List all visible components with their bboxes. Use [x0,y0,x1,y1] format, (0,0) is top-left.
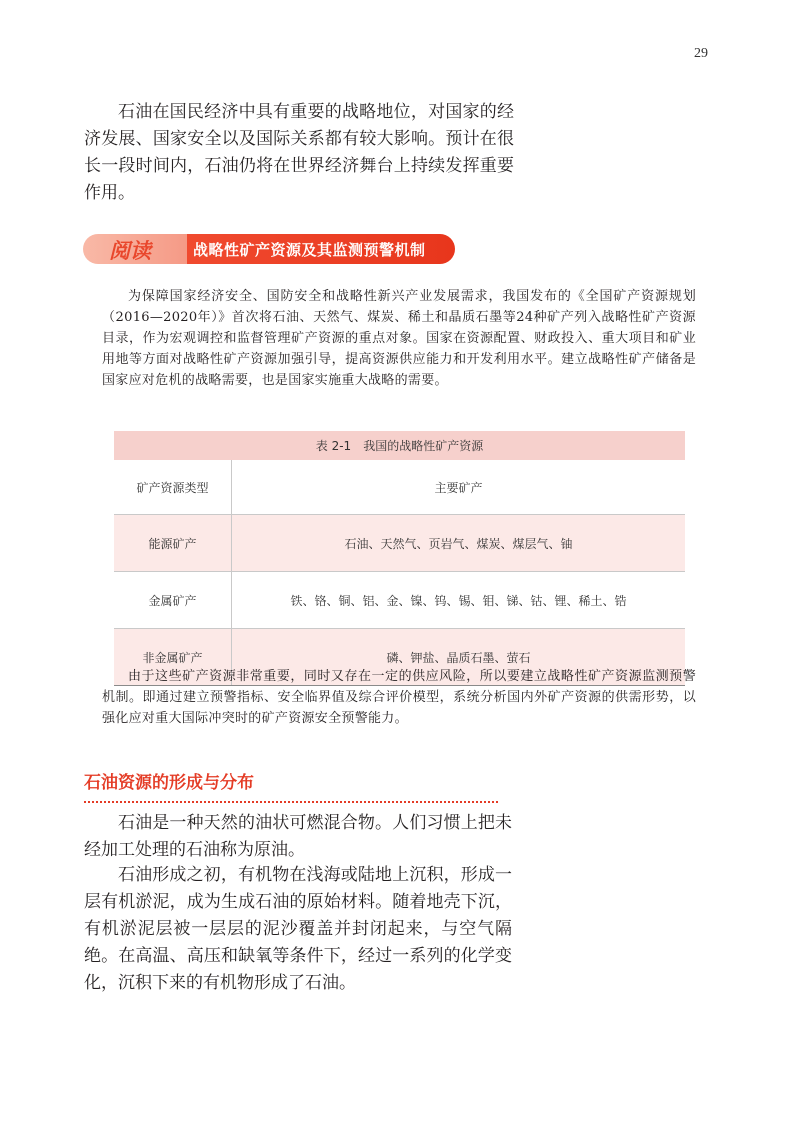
table-cell-type: 能源矿产 [114,515,232,571]
reading-paragraph: 为保障国家经济安全、国防安全和战略性新兴产业发展需求，我国发布的《全国矿产资源规划（2016—2020年）》首次将石油、天然气、煤炭、稀土和晶质石墨等24种矿产列入战略性矿产资源目录，作为宏观调控和监督管理矿产资源的重点对象。国家在资源配置、财政投入、重大项目和矿业用地等方面对战略性矿产资源加强引导，提高资源供应能力和开发利用水平。建立战略性矿产储备是国家应对危机的战略需要，也是国家实施重大战略的需要。 [102,289,696,388]
table-header-cell: 矿产资源类型 [114,460,232,514]
table-row [114,515,685,572]
section-title: 石油资源的形成与分布 [84,773,254,793]
table-cell-type: 金属矿产 [114,572,232,628]
table-row [114,572,685,629]
reading-title: 战略性矿产资源及其监测预警机制 [193,241,426,259]
reading-paragraph: 由于这些矿产资源非常重要，同时又存在一定的供应风险，所以要建立战略性矿产资源监测预警机制。即通过建立预警指标、安全临界值及综合评价模型，系统分析国内外矿产资源的供需形势，以强化应对重大国际冲突时的矿产资源安全预警能力。 [102,669,696,726]
table-cell-minerals: 石油、天然气、页岩气、煤炭、煤层气、铀 [344,536,573,551]
table-cell-minerals: 磷、钾盐、晶质石墨、萤石 [386,650,531,665]
table-cell-type: 非金属矿产 [114,629,232,685]
section-divider [84,801,498,803]
table-header-cell: 主要矿产 [434,480,483,495]
reading-label: 阅读 [109,239,151,263]
page-number: 29 [694,46,708,61]
reading-banner [83,234,455,264]
intro-paragraph: 石油在国民经济中具有重要的战略地位，对国家的经济发展、国家安全以及国际关系都有较大影响。预计在很长一段时间内，石油仍将在世界经济舞台上持续发挥重要作用。 [84,102,514,203]
table-header-row [114,460,685,515]
table-cell-minerals: 铁、铬、铜、铝、金、镍、钨、锡、钼、锑、钴、锂、稀土、锆 [290,593,627,608]
body-paragraph: 石油形成之初，有机物在浅海或陆地上沉积，形成一层有机淤泥，成为生成石油的原始材料。随着地壳下沉，有机淤泥层被一层层的泥沙覆盖并封闭起来，与空气隔绝。在高温、高压和缺氧等条件下，经过一系列的化学变化，沉积下来的有机物形成了石油。 [84,865,512,993]
table-caption: 表 2-1 我国的战略性矿产资源 [114,431,685,460]
strategic-minerals-table [114,431,685,686]
body-paragraph: 石油是一种天然的油状可燃混合物。人们习惯上把未经加工处理的石油称为原油。 [84,813,512,860]
